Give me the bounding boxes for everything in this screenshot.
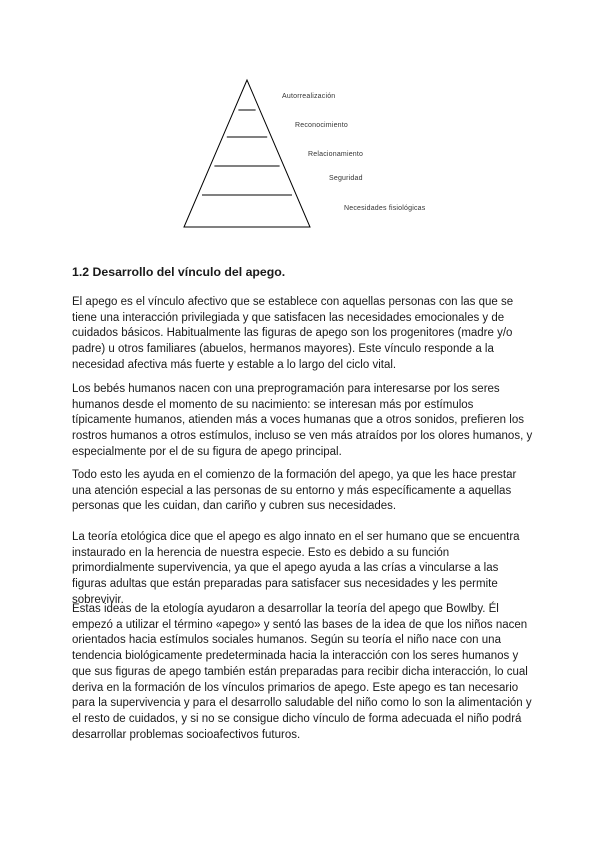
paragraph-1: El apego es el vínculo afectivo que se establece con aquellas personas con las que se tiene una interacción privilegiada y que satisfacen las necesidades emocionales y de cuidados básicos. Habitualmente las figuras de apego son los progenitores (madre y/o padre) u otros familiares (abuelos, hermanos mayores). Este vínculo responde a la necesidad afectiva más fuerte y estable a lo largo del ciclo vital. <box>72 296 514 371</box>
pyramid-diagram <box>0 0 600 240</box>
pyramid-label-physiological-needs: Necesidades fisiológicas <box>344 205 426 212</box>
pyramid-graphic <box>0 0 600 240</box>
section-heading: 1.2 Desarrollo del vínculo del apego. <box>72 265 286 279</box>
pyramid-label-recognition: Reconocimiento <box>295 122 348 129</box>
paragraph-4: La teoría etológica dice que el apego es algo innato en el ser humano que se encuentra instaurado en la herencia de nuestra especie. Esto es debido a su función primordialmente supervivencia, ya que el apego ayuda a las crías a vincularse a las figuras adultas que están preparadas para satisfacer sus necesidades y les permite sobrevivir. <box>72 531 520 606</box>
pyramid-label-safety: Seguridad <box>329 175 363 182</box>
pyramid-label-self-actualization: Autorrealización <box>282 93 336 100</box>
paragraph-2: Los bebés humanos nacen con una preprogramación para interesarse por los seres humanos desde el momento de su nacimiento: se interesan más por estímulos típicamente humanos, atienden más a voces humanas que a otros sonidos, prefieren los rostros humanos a otros estímulos, incluso se ven más atraídos por los olores humanos, y especialmente por el de su figura de apego principal. <box>72 383 533 458</box>
paragraph-3: Todo esto les ayuda en el comienzo de la formación del apego, ya que les hace prestar una atención especial a las personas de su entorno y más específicamente a aquellas personas que les cuidan, dan cariño y cubren sus necesidades. <box>72 469 517 513</box>
pyramid-label-relationships: Relacionamiento <box>308 151 364 158</box>
paragraph-5: Estas ideas de la etología ayudaron a desarrollar la teoría del apego que Bowlby. Él empezó a utilizar el término «apego» y sentó las bases de la idea de que los niños nacen orientados hacia estímulos sociales humanos. Según su teoría el niño nace con una tendencia biológicamente predeterminada hacia la interacción con los seres humanos y que sus figuras de apego también están preparadas para recibir dicha interacción, lo cual deriva en la formación de los vínculos primarios de apego. Este apego es tan necesario para la supervivencia y para el desarrollo saludable del niño como lo son la alimentación y el resto de cuidados, y si no se consigue dicho vínculo de forma adecuada el niño podrá desarrollar problemas socioafectivos futuros. <box>72 603 532 741</box>
pyramid-outline <box>184 80 310 227</box>
